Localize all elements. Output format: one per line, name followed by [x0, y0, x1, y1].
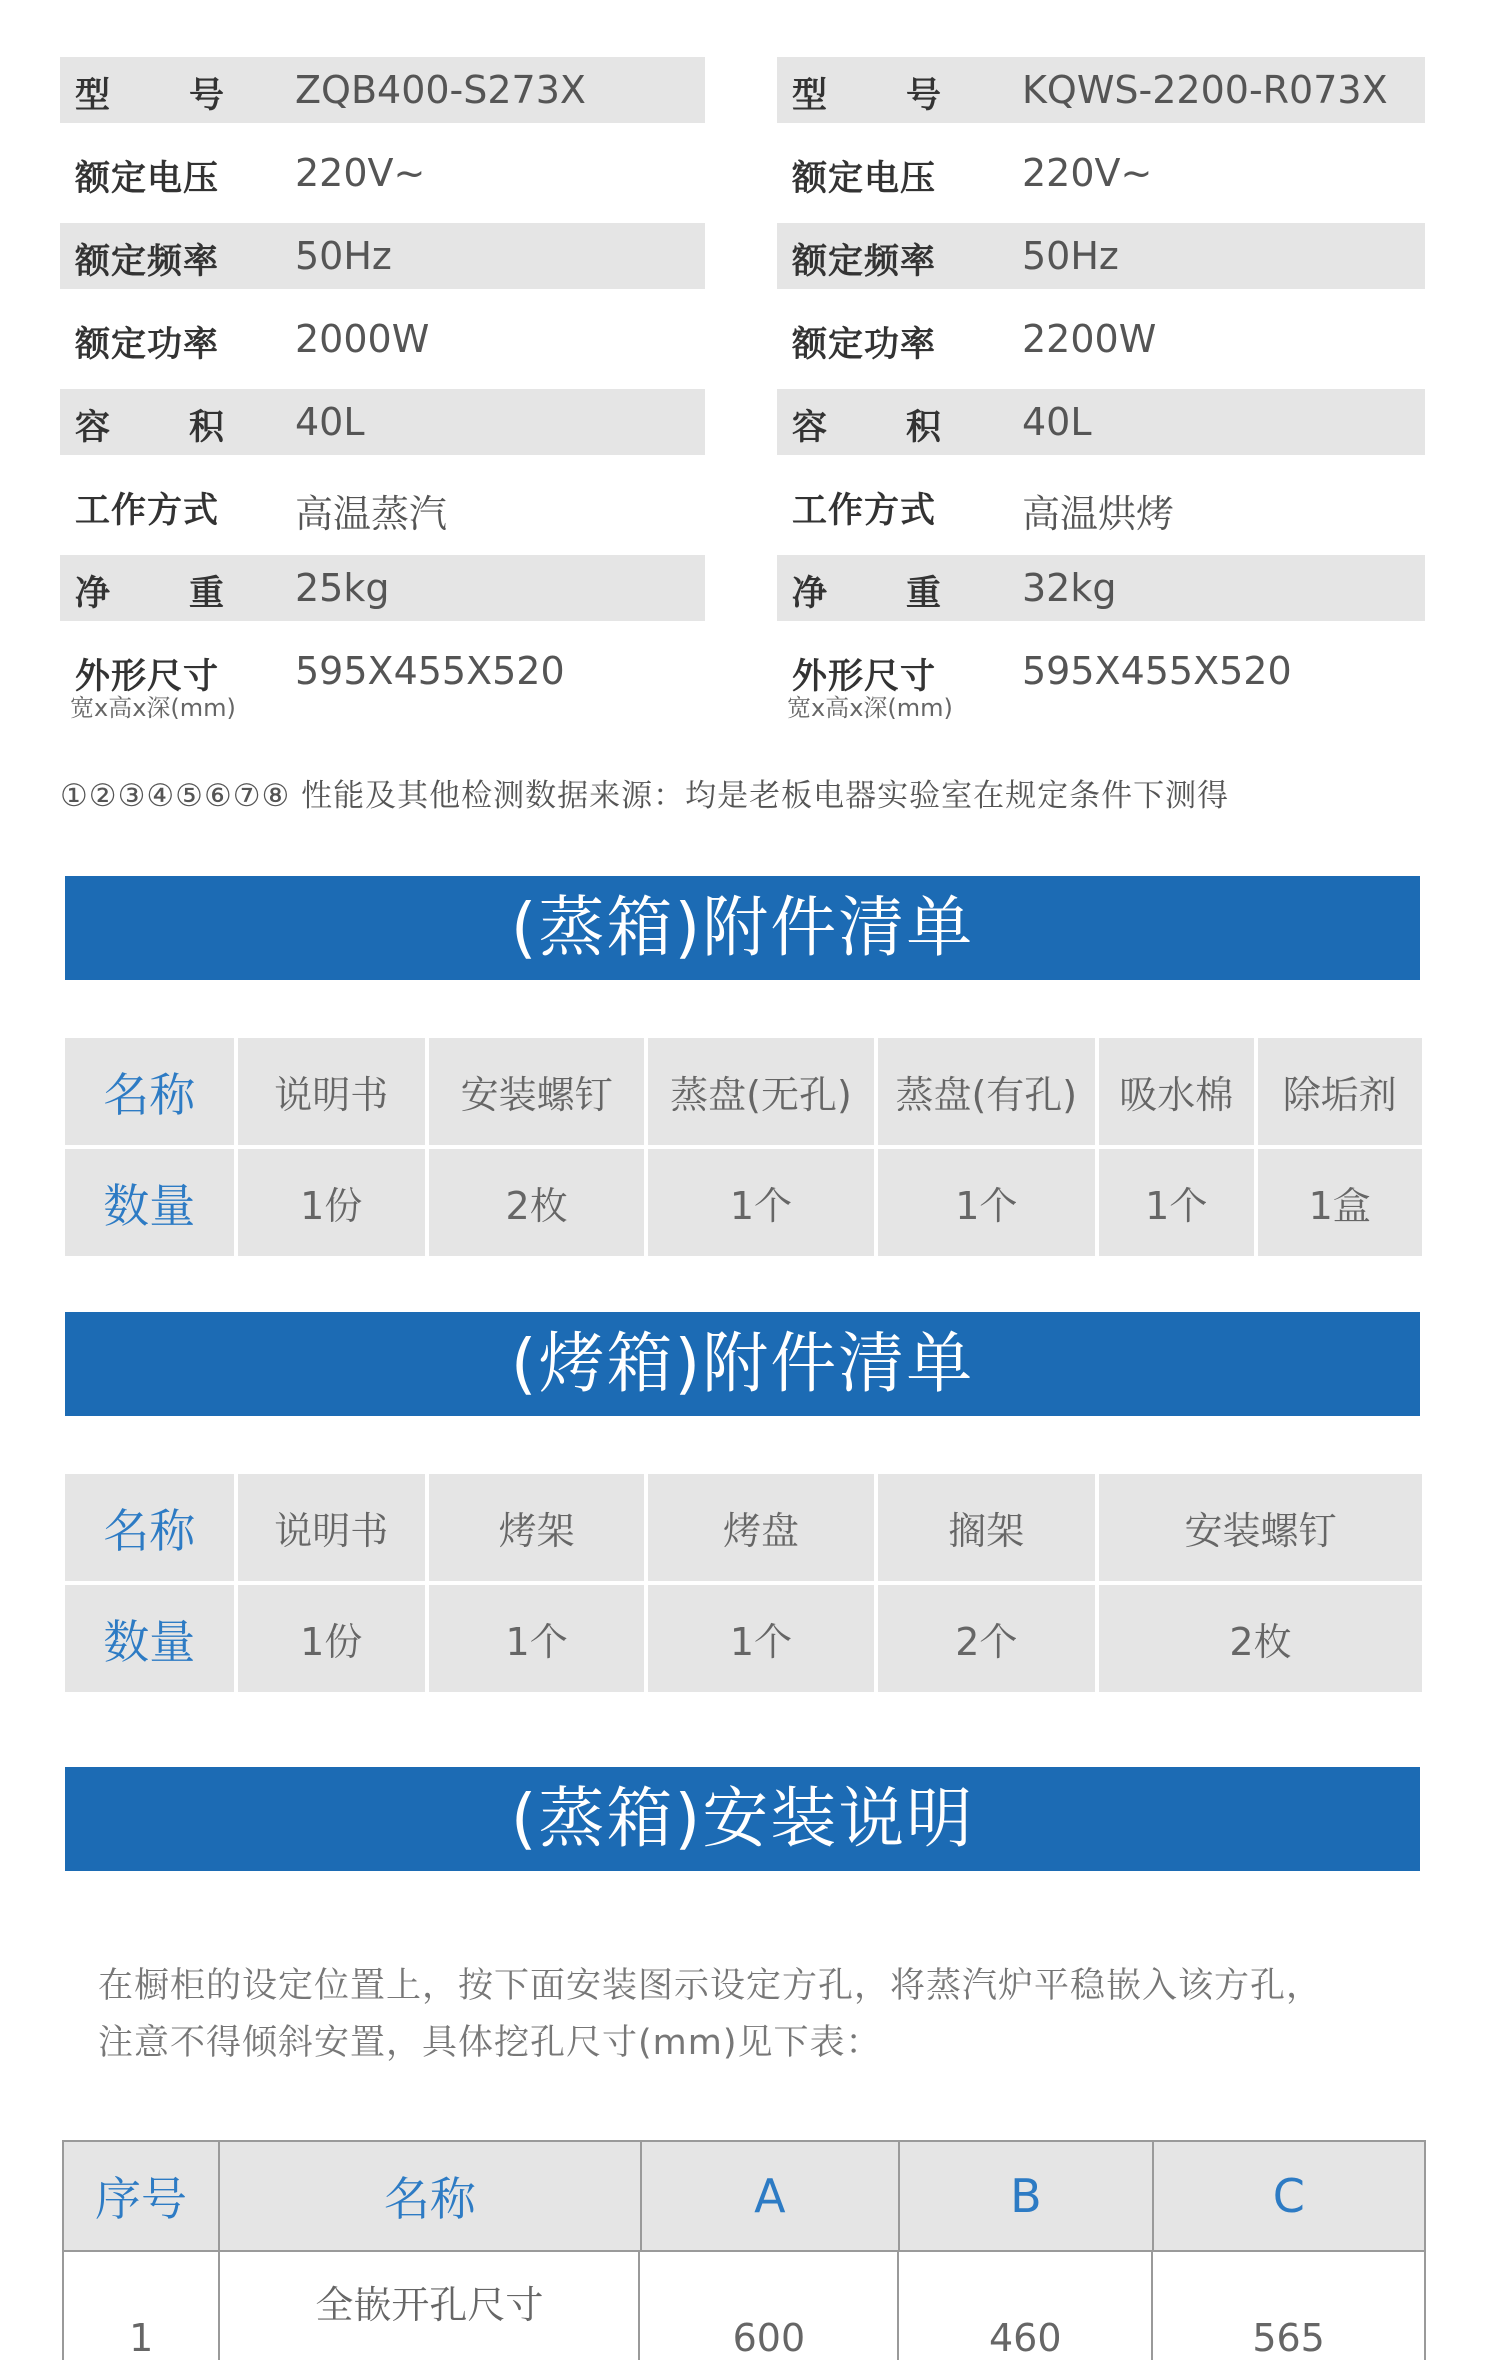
accessory-qty: 1个: [429, 1585, 644, 1692]
name-header: 名称: [65, 1474, 234, 1581]
dimension-header-row: [64, 2142, 1424, 2250]
qty-header: 数量: [65, 1585, 234, 1692]
spec-value: 2200W: [1022, 317, 1157, 361]
column-header-name: 名称: [220, 2142, 642, 2250]
accessory-name: 吸水棉: [1099, 1038, 1254, 1145]
accessory-qty-row: [65, 1149, 1422, 1256]
spec-label: 工作方式: [792, 491, 937, 531]
column-header-index: 序号: [64, 2142, 220, 2250]
spec-row-volume: [777, 389, 1425, 472]
accessory-name: 烤盘: [648, 1474, 873, 1581]
accessory-qty: 1个: [1099, 1149, 1254, 1256]
install-desc-line: 在橱柜的设定位置上，按下面安装图示设定方孔，将蒸汽炉平稳嵌入该方孔，: [98, 1966, 1323, 2006]
cell-index: 1: [64, 2252, 220, 2360]
qty-header: 数量: [65, 1149, 234, 1256]
accessory-qty: 1盒: [1258, 1149, 1423, 1256]
spec-row-weight: [777, 555, 1425, 638]
spec-label: 外形尺寸: [792, 657, 937, 697]
accessory-qty: 1个: [648, 1585, 873, 1692]
spec-row-dimensions: [60, 638, 705, 721]
cell-b: 460: [899, 2252, 1153, 2360]
spec-row-volume: [60, 389, 705, 472]
spec-label: 额定功率: [75, 325, 220, 365]
spec-label: 工作方式: [75, 491, 220, 531]
spec-value: 595X455X520: [1022, 649, 1292, 693]
spec-label: 容 积: [792, 408, 942, 448]
spec-row-frequency: [60, 223, 705, 306]
accessory-qty: 2枚: [429, 1149, 644, 1256]
spec-value: 595X455X520: [295, 649, 565, 693]
spec-row-mode: [60, 472, 705, 555]
accessory-name: 说明书: [238, 1038, 425, 1145]
accessory-qty: 1份: [238, 1585, 425, 1692]
test-data-note: ①②③④⑤⑥⑦⑧ 性能及其他检测数据来源：均是老板电器实验室在规定条件下测得: [60, 778, 1230, 814]
install-description: [98, 1958, 1322, 2072]
cell-name: 全嵌开孔尺寸: [220, 2252, 640, 2360]
accessory-name: 烤架: [429, 1474, 644, 1581]
spec-label: 型 号: [792, 76, 942, 116]
accessory-name: 蒸盘(无孔): [648, 1038, 873, 1145]
spec-value: 220V~: [295, 151, 426, 195]
accessory-name: 安装螺钉: [1099, 1474, 1422, 1581]
steam-accessories-banner: (蒸箱)附件清单: [65, 876, 1420, 980]
spec-label: 额定电压: [75, 159, 220, 199]
cell-a: 600: [640, 2252, 899, 2360]
accessory-name: 蒸盘(有孔): [878, 1038, 1095, 1145]
spec-label: 净 重: [75, 574, 225, 614]
accessory-qty: 1个: [878, 1149, 1095, 1256]
spec-label: 额定频率: [75, 242, 220, 282]
spec-label: 容 积: [75, 408, 225, 448]
spec-value: 40L: [295, 400, 365, 444]
accessory-qty: 2枚: [1099, 1585, 1422, 1692]
spec-value: 50Hz: [295, 234, 392, 278]
steam-accessories-table: [65, 1038, 1422, 1260]
spec-value: KQWS-2200-R073X: [1022, 68, 1388, 112]
oven-accessories-table: [65, 1474, 1422, 1696]
accessory-qty: 1份: [238, 1149, 425, 1256]
spec-row-frequency: [777, 223, 1425, 306]
spec-label: 外形尺寸: [75, 657, 220, 697]
spec-row-mode: [777, 472, 1425, 555]
spec-value: ZQB400-S273X: [295, 68, 586, 112]
spec-row-power: [60, 306, 705, 389]
cell-c: 565: [1153, 2252, 1424, 2360]
spec-value: 高温蒸汽: [295, 492, 448, 536]
name-header: 名称: [65, 1038, 234, 1145]
spec-table-left: [60, 57, 705, 721]
accessory-name: 搁架: [878, 1474, 1095, 1581]
spec-table-right: [777, 57, 1425, 721]
column-header-a: A: [642, 2142, 900, 2250]
accessory-qty: 2个: [878, 1585, 1095, 1692]
spec-row-model: [60, 57, 705, 140]
accessory-name-row: [65, 1474, 1422, 1581]
accessory-name-row: [65, 1038, 1422, 1145]
spec-row-voltage: [60, 140, 705, 223]
spec-row-dimensions: [777, 638, 1425, 721]
spec-label: 额定功率: [792, 325, 937, 365]
spec-label: 净 重: [792, 574, 942, 614]
accessory-name: 除垢剂: [1258, 1038, 1423, 1145]
spec-value: 2000W: [295, 317, 430, 361]
spec-row-weight: [60, 555, 705, 638]
spec-value: 高温烘烤: [1022, 492, 1175, 536]
spec-value: 50Hz: [1022, 234, 1119, 278]
column-header-b: B: [900, 2142, 1154, 2250]
spec-value: 40L: [1022, 400, 1092, 444]
oven-accessories-banner: (烤箱)附件清单: [65, 1312, 1420, 1416]
spec-sublabel: 宽x高x深(mm): [70, 694, 236, 722]
spec-label: 型 号: [75, 76, 225, 116]
spec-sublabel: 宽x高x深(mm): [787, 694, 953, 722]
accessory-qty-row: [65, 1585, 1422, 1692]
spec-label: 额定电压: [792, 159, 937, 199]
spec-row-model: [777, 57, 1425, 140]
spec-row-voltage: [777, 140, 1425, 223]
spec-row-power: [777, 306, 1425, 389]
spec-value: 220V~: [1022, 151, 1153, 195]
spec-value: 32kg: [1022, 566, 1117, 610]
install-banner: (蒸箱)安装说明: [65, 1767, 1420, 1871]
spec-label: 额定频率: [792, 242, 937, 282]
accessory-name: 说明书: [238, 1474, 425, 1581]
spec-value: 25kg: [295, 566, 390, 610]
install-desc-line: 注意不得倾斜安置，具体挖孔尺寸(mm)见下表：: [98, 2023, 882, 2063]
accessory-name: 安装螺钉: [429, 1038, 644, 1145]
table-row: [64, 2250, 1424, 2360]
cutout-dimension-table: [62, 2140, 1426, 2360]
accessory-qty: 1个: [648, 1149, 873, 1256]
column-header-c: C: [1154, 2142, 1424, 2250]
